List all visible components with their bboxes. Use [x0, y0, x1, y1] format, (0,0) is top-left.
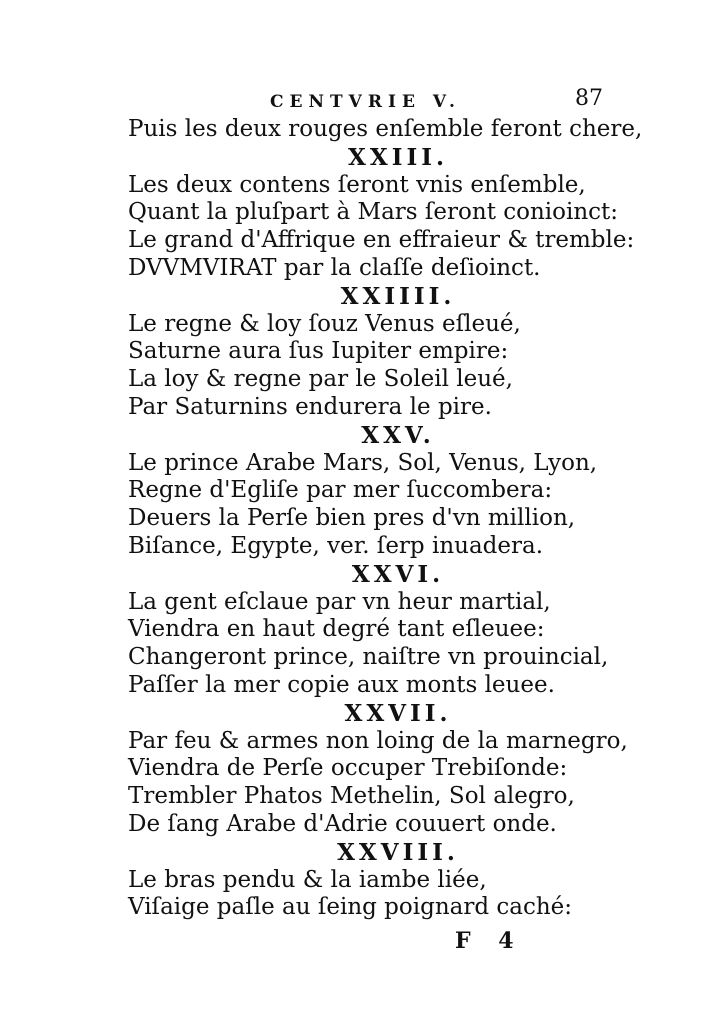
- quatrain-number: XXIIII.: [340, 282, 456, 310]
- text-block: [128, 116, 643, 922]
- verse-line: Les deux contens ſeront vnis enſemble,: [128, 171, 586, 198]
- verse-line: Le grand d'Affrique en effraieur & tremble:: [128, 227, 635, 254]
- verse-line: DVVMVIRAT par la claſſe deſioinct.: [128, 254, 541, 281]
- verse-line: Viendra de Perſe occuper Trebiſonde:: [128, 755, 568, 782]
- quatrain-number: XXV.: [361, 421, 435, 449]
- quatrain-number: XXVII.: [344, 699, 452, 727]
- verse-line: Le regne & loy ſouz Venus eſleué,: [128, 310, 521, 337]
- verse-line: Par Saturnins endurera le pire.: [128, 393, 492, 420]
- verse-line: Viſaige paſle au ſeing poignard caché:: [128, 894, 573, 921]
- page-number: 87: [575, 86, 603, 111]
- verse-line: Paſſer la mer copie aux monts leuee.: [128, 671, 555, 698]
- verse-line: Saturne aura ſus Iupiter empire:: [128, 338, 509, 365]
- verse-line: Le prince Arabe Mars, Sol, Venus, Lyon,: [128, 449, 598, 476]
- running-head: CENTVRIE V.: [270, 92, 461, 112]
- verse-line: La loy & regne par le Soleil leué,: [128, 366, 513, 393]
- verse-line: Regne d'Egliſe par mer ſuccombera:: [128, 477, 553, 504]
- verse-line: Changeront prince, naiſtre vn prouincial,: [128, 644, 609, 671]
- verse-line: De ſang Arabe d'Adrie couuert onde.: [128, 810, 557, 837]
- verse-line: Par feu & armes non loing de la marnegro,: [128, 727, 628, 754]
- verse-line: Quant la pluſpart à Mars ſeront conioinct:: [128, 199, 619, 226]
- quatrain-number: XXVIII.: [337, 838, 459, 866]
- verse-line: Trembler Phatos Methelin, Sol alegro,: [128, 783, 575, 810]
- verse-line: La gent eſclaue par vn heur martial,: [128, 588, 551, 615]
- quatrain-number: XXVI.: [351, 560, 445, 588]
- verse-line: Deuers la Perſe bien pres d'vn million,: [128, 505, 576, 532]
- verse-line: Puis les deux rouges enſemble feront chere,: [128, 116, 643, 142]
- quatrain-number: XXIII.: [348, 143, 448, 171]
- verse-line: Le bras pendu & la iambe liée,: [128, 866, 487, 893]
- verse-line: Biſance, Egypte, ver. ſerp inuadera.: [128, 532, 544, 559]
- verse-line: Viendra en haut degré tant eſleuee:: [128, 616, 545, 643]
- signature-mark: F 4: [455, 928, 524, 954]
